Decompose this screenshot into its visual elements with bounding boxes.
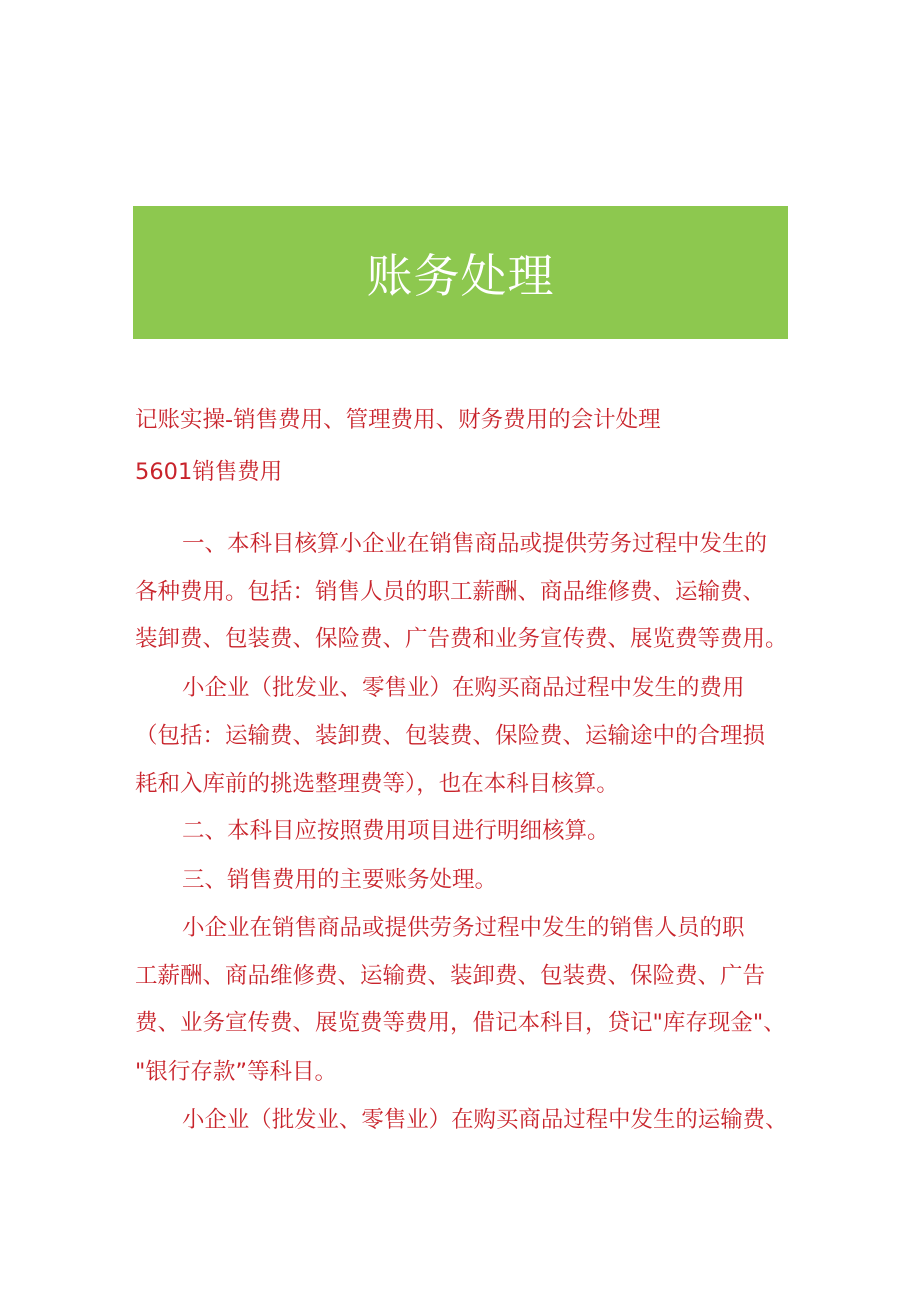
document-subtitle: 记账实操-销售费用、管理费用、财务费用的会计处理 xyxy=(135,407,661,433)
paragraph-line: 工薪酬、商品维修费、运输费、装卸费、包装费、保险费、广告 xyxy=(135,963,766,989)
paragraph-line: 小企业（批发业、零售业）在购买商品过程中发生的费用 xyxy=(182,675,745,701)
paragraph-line: 一、本科目核算小企业在销售商品或提供劳务过程中发生的 xyxy=(182,531,768,557)
paragraph-line: 小企业（批发业、零售业）在购买商品过程中发生的运输费、 xyxy=(182,1107,788,1133)
banner-title: 账务处理 xyxy=(366,248,555,303)
paragraph-line: 各种费用。包括：销售人员的职工薪酬、商品维修费、运输费、 xyxy=(135,579,766,605)
paragraph-line: 装卸费、包装费、保险费、广告费和业务宣传费、展览费等费用。 xyxy=(135,626,788,652)
paragraph-line: 三、销售费用的主要账务处理。 xyxy=(182,867,498,893)
paragraph-line: 二、本科目应按照费用项目进行明细核算。 xyxy=(182,818,610,844)
paragraph-line: 耗和入库前的挑选整理费等），也在本科目核算。 xyxy=(135,771,619,797)
account-heading: 5601销售费用 xyxy=(135,459,283,485)
paragraph-line: （包括：运输费、装卸费、包装费、保险费、运输途中的合理损 xyxy=(135,723,766,749)
paragraph-line: "银行存款”等科目。 xyxy=(135,1059,338,1085)
paragraph-line: 费、业务宣传费、展览费等费用，借记本科目，贷记"库存现金"、 xyxy=(135,1010,786,1036)
paragraph-line: 小企业在销售商品或提供劳务过程中发生的销售人员的职 xyxy=(182,915,745,941)
title-banner xyxy=(133,206,788,339)
